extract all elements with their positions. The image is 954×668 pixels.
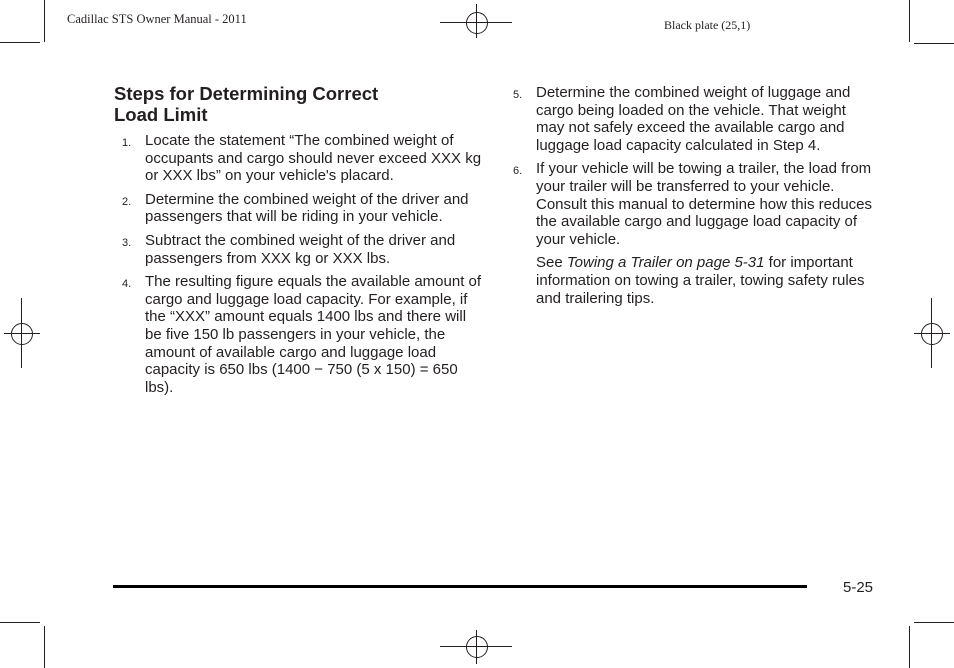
trim-mark-br-h xyxy=(914,622,954,623)
trim-mark-tr-v xyxy=(909,0,910,42)
section-heading-line1: Steps for Determining Correct xyxy=(114,83,379,104)
step-text: Subtract the combined weight of the driver and passengers from XXX kg or XXX lbs. xyxy=(145,231,456,267)
trim-mark-bl-v xyxy=(44,626,45,668)
step-text: Locate the statement “The combined weight of occupants and cargo should never exceed XXX kg or XXX lbs” on your vehicle's placard. xyxy=(145,132,482,185)
step-text: The resulting figure equals the available amount of cargo and luggage load capacity. For example, if the “XXX” amount equals 1400 lbs and there will be five 150 lb passengers in your vehicle, the amount of available cargo and luggage load capacity is 650 lbs (1400 − 750 (5 x 150) = 650 lbs). xyxy=(145,273,482,396)
step-item xyxy=(122,273,482,396)
step-text: Determine the combined weight of the driver and passengers that will be riding in your vehicle. xyxy=(145,190,469,226)
trim-mark-br-v xyxy=(909,626,910,668)
step-text: Determine the combined weight of luggage and cargo being loaded on the vehicle. That weight may not safely exceed the available cargo and luggage load capacity calculated in Step 4. xyxy=(536,84,851,154)
trim-mark-tr-h xyxy=(914,43,954,44)
trim-mark-tl-v xyxy=(44,0,45,42)
step-text: If your vehicle will be towing a trailer, the load from your trailer will be transferred to your vehicle. Consult this manual to determine how this reduces the available cargo and luggage load capacity of your vehicle. xyxy=(536,160,873,248)
header-manual-title: Cadillac STS Owner Manual - 2011 xyxy=(67,12,247,26)
step-item xyxy=(122,191,482,226)
towing-cross-reference-link[interactable]: Towing a Trailer on page 5-31 xyxy=(566,254,765,272)
section-heading xyxy=(114,83,474,125)
page-number: 5-25 xyxy=(843,579,874,596)
step-number: 4. xyxy=(122,278,132,291)
step-number: 3. xyxy=(122,236,132,249)
step-item xyxy=(513,84,875,154)
left-column xyxy=(122,132,482,402)
trim-mark-tl-h xyxy=(0,42,40,43)
step-item xyxy=(513,160,875,248)
towing-note-suffix: for important information on towing a trailer, towing safety rules and trailering tips. xyxy=(536,254,865,307)
step-item xyxy=(122,132,482,185)
header-plate-label: Black plate (25,1) xyxy=(664,18,751,32)
trim-mark-bl-h xyxy=(0,622,40,623)
step-number: 2. xyxy=(122,195,132,208)
footer-rule xyxy=(113,585,807,588)
step-number: 5. xyxy=(513,89,523,101)
step-number: 1. xyxy=(122,137,132,149)
towing-note xyxy=(536,254,875,307)
step-number: 6. xyxy=(513,165,523,178)
section-heading-line2: Load Limit xyxy=(114,104,208,125)
right-column xyxy=(513,84,875,307)
step-item xyxy=(122,232,482,267)
towing-note-prefix: See xyxy=(536,254,567,272)
